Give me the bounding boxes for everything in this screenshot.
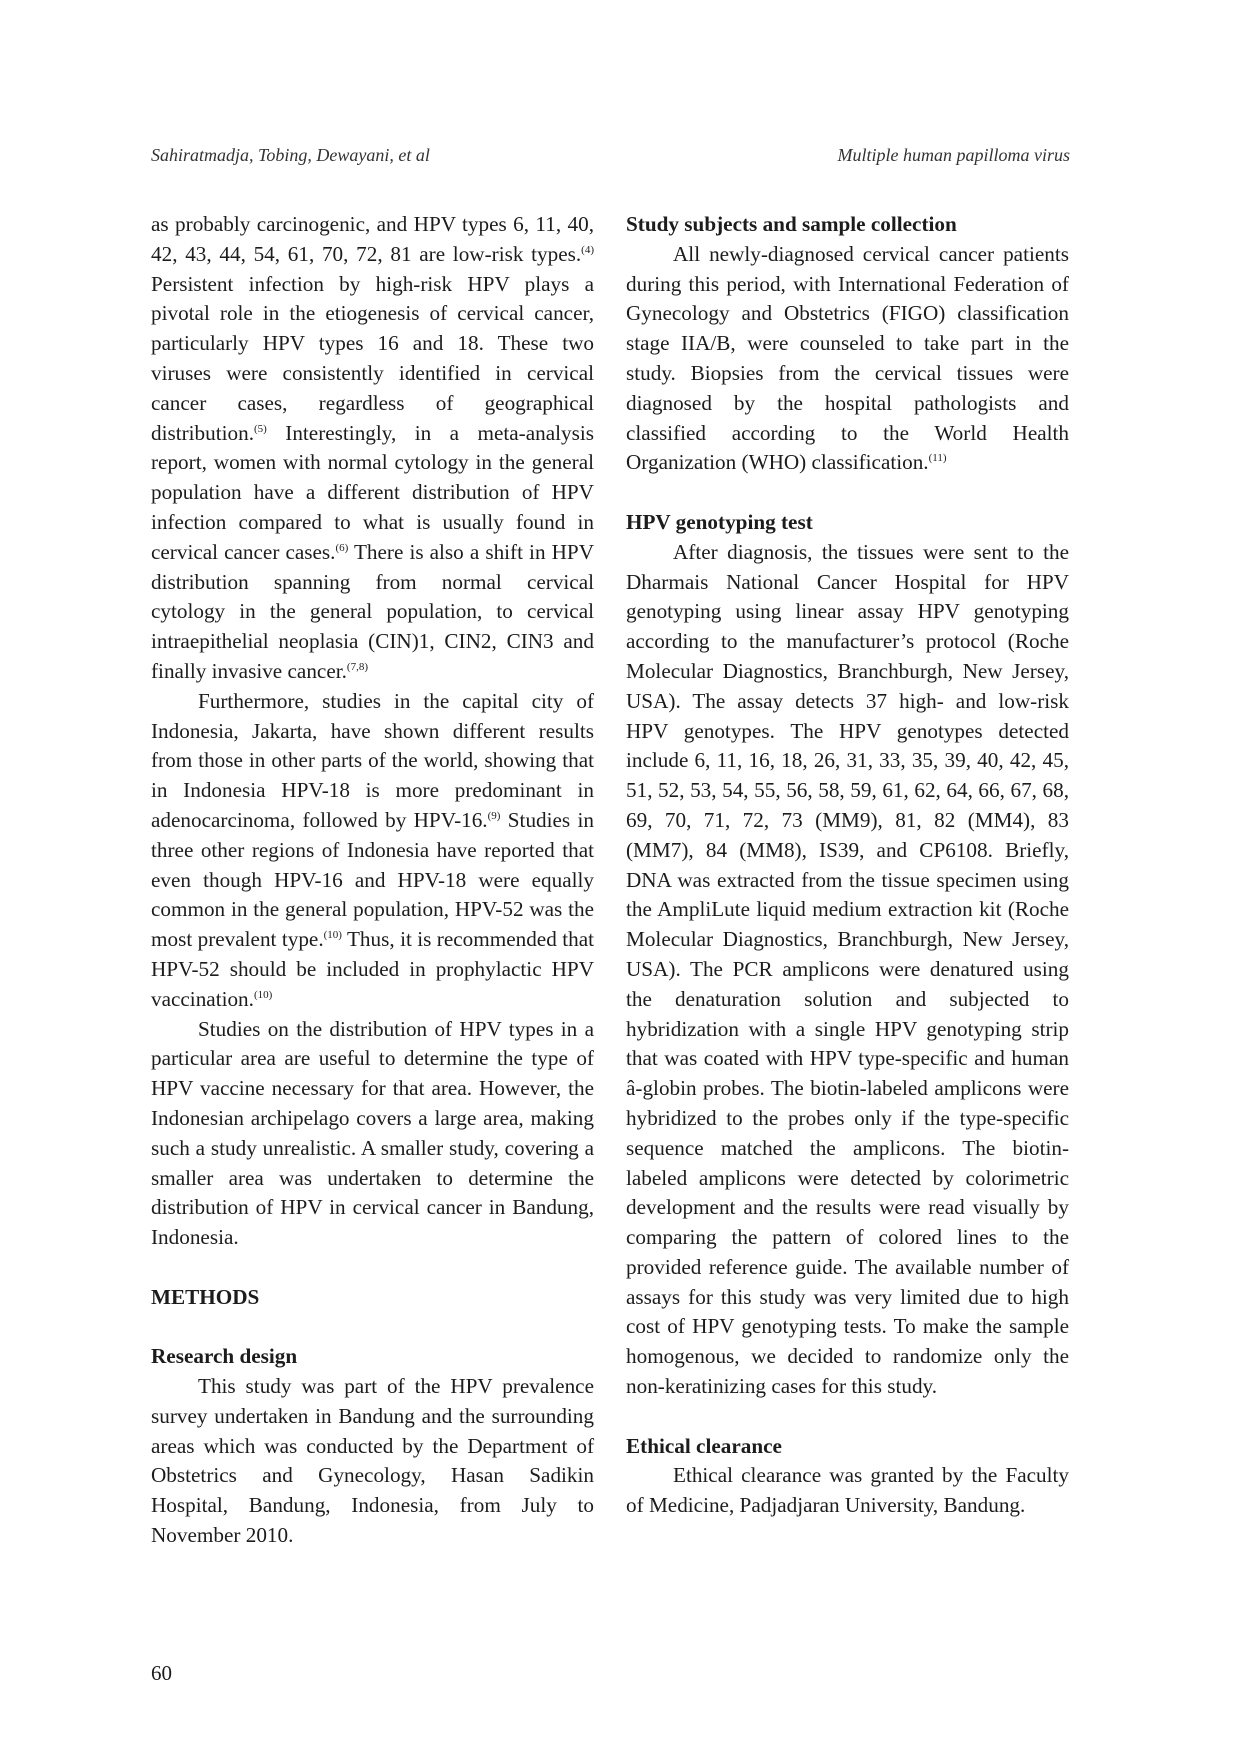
citation: (5) (254, 422, 267, 435)
citation: (11) (928, 452, 947, 465)
paragraph-study-subjects: All newly-diagnosed cervical cancer patients during this period, with International Federation of Gynecology and Obstetrics (FIGO) classification stage IIA/B, were counseled to take part in the study. Biopsies from the cervical tissues were diagnosed by the hospital pathologists and classified according to the World Health Organization (WHO) classification.$^{(11)}$ (626, 241, 1069, 475)
paragraph-genotyping: After diagnosis, the tissues were sent to the Dharmais National Cancer Hospital for HPV genotyping using linear assay HPV genotyping according to the manufacturer’s protocol (Roche Molecular Diagnostics, Branchburgh, New Jersey, USA). The assay detects 37 high- and low-risk HPV genotypes. The HPV genotypes detected include 6, 11, 16, 18, 26, 31, 33, 35, 39, 40, 42, 45, 51, 52, 53, 54, 55, 56, 58, 59, 61, 62, 64, 66, 67, 68, 69, 70, 71, 72, 73 (MM9), 81, 82 (MM4), 83 (MM7), 84 (MM8), IS39, and CP6108. Briefly, DNA was extracted from the tissue specimen using the AmpliLute liquid medium extraction kit (Roche Molecular Diagnostics, Branchburgh, New Jersey, USA). The PCR amplicons were denatured using the denaturation solution and subjected to hybridization with a single HPV genotyping strip that was coated with HPV type-specific and human â-globin probes. The biotin-labeled amplicons were hybridized to the probes only if the type-specific sequence matched the amplicons. The biotin-labeled amplicons were detected by colorimetric development and the results were read visually by comparing the pattern of colored lines to the provided reference guide. The available number of assays for this study was very limited due to high cost of HPV genotyping tests. To make the sample homogenous, we decided to randomize only the non-keratinizing cases for this study. (626, 539, 1069, 1399)
paragraph-distribution-studies: Studies on the distribution of HPV types in a particular area are useful to determine the type of HPV vaccine necessary for that area. However, the Indonesian archipelago covers a large area, making such a study unrealistic. A smaller study, covering a smaller area was undertaken to determine the distribution of HPV in cervical cancer in Bandung, Indonesia. (151, 1016, 594, 1250)
right-column (626, 210, 1069, 1521)
running-head-title: Multiple human papilloma virus (837, 145, 1070, 165)
citation: (6) (335, 541, 349, 554)
citation: (10) (323, 929, 342, 942)
methods-heading: METHODS (151, 1284, 260, 1309)
running-head-authors: Sahiratmadja, Tobing, Dewayani, et al (151, 145, 430, 165)
ethical-clearance-heading: Ethical clearance (626, 1433, 782, 1458)
citation: (4) (581, 243, 594, 256)
paragraph-ethical-clearance: Ethical clearance was granted by the Faculty of Medicine, Padjadjaran University, Bandung. (626, 1463, 1069, 1518)
page-number: 60 (151, 1661, 172, 1685)
study-subjects-heading: Study subjects and sample collection (626, 212, 957, 236)
paragraph-indonesia-studies: Furthermore, studies in the capital city of Indonesia, Jakarta, have shown different results from those in other parts of the world, showing that in Indonesia HPV-18 is more predominant in adenocarcinoma, followed by HPV-16.$^{(9)}$ Studies in three other regions of Indonesia have reported that even though HPV-16 and HPV-18 were equally common in the general population, HPV-52 was the most prevalent type.$^{(10)}$ Thus, it is recommended that HPV-52 should be included in prophylactic HPV vaccination.$^{(10)}$ (151, 688, 594, 1011)
citation: (10) (253, 988, 273, 1001)
citation: (9) (487, 809, 501, 822)
research-design-heading: Research design (151, 1344, 298, 1369)
genotyping-heading: HPV genotyping test (626, 509, 813, 534)
paragraph-hpv-types: as probably carcinogenic, and HPV types 6, 11, 40, 42, 43, 44, 54, 61, 70, 72, 81 are low-risk types.$^{(4)}$ Persistent infection by high-risk HPV plays a pivotal role in the etiogenesis of cervical cancer, particularly HPV types 16 and 18. These two viruses were consistently identified in cervical cancer cases, regardless of geographical distribution.$^{(5)}$ Interestingly, in a meta-analysis report, women with normal cytology in the general population have a different distribution of HPV infection compared to what is usually found in cervical cancer cases.$^{(6)}$ There is also a shift in HPV distribution spanning from normal cervical cytology in the general population, to cervical intraepithelial neoplasia (CIN)1, CIN2, CIN3 and finally invasive cancer.$^{(7,8)}$ (151, 212, 594, 683)
citation: (7,8) (346, 660, 368, 673)
left-column (151, 210, 594, 1551)
paragraph-research-design: This study was part of the HPV prevalence survey undertaken in Bandung and the surrounding areas which was conducted by the Department of Obstetrics and Gynecology, Hasan Sadikin Hospital, Bandung, Indonesia, from July to November 2010. (151, 1374, 594, 1548)
